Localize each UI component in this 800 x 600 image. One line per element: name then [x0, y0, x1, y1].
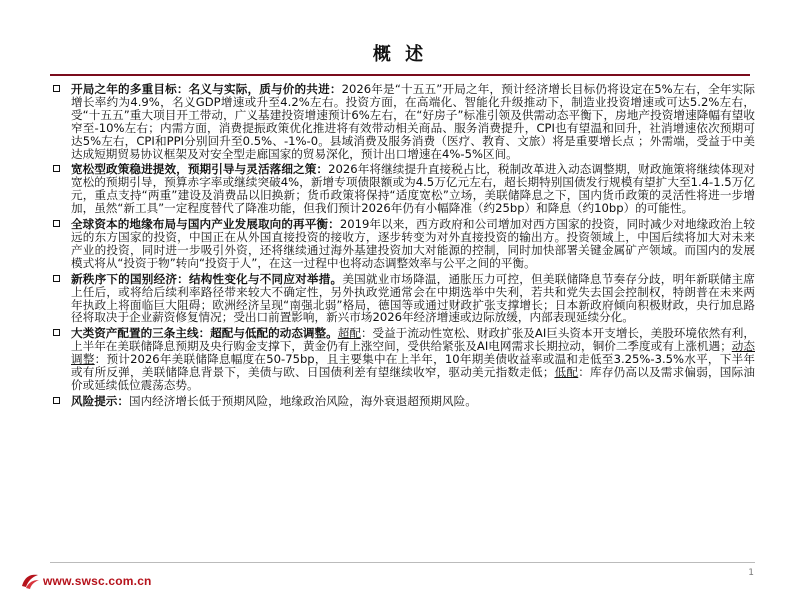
bullet-square-icon: [53, 165, 60, 172]
logo-url: www.swsc.com.cn: [43, 574, 152, 588]
title-divider: [50, 74, 750, 76]
item-body: 2026年是“十五五”开局之年，预计经济增长目标仍将设定在5%左右，全年实际增长率约为4.9%，名义GDP增速或升至4.2%左右。投资方面，在高端化、智能化升级推动下，制造业投资增速或可达5.2%左右，受“十五五”重大项目开工带动，广义基建投资增速预计6%左右，在“好房子”标准引领及供需动态平衡下，房地产投资增速降幅有望收窄至-10%左右；内需方面，消费提振政策优化推进将有效带动相关商品、服务消费提升，CPI也有望温和回升，社消增速依次预期可达5%左右，CPI和PPI分别回升至0.5%、-1%-0。县域消费及服务消费（医疗、教育、文旅）将是重要增长点 ；外需端，受益于中美达成短期贸易协议框架及对安全型走廊国家的贸易深化，预计出口增速在4%-5%区间。: [71, 82, 755, 161]
segment-overweight-label: 超配: [337, 326, 361, 341]
item-body: 2026年将继续提升直接税占比，税制改革进入动态调整期，财政施策将继续体现对宽松的预期引导，预算赤字率或继续突破4%，新增专项债限额或为4.5万亿元左右，超长期特别国债发行规模有望扩大至1.4-1.5万亿元，重点支持“两重”建设及消费品以旧换新；货币政策将保持“适度宽松”立场，美联储降息之下，国内货币政策的灵活性将进一步增加，虽然“新工具”一定程度替代了降准功能，但我们预计2026年仍有小幅降准（约25bp）和降息（约10bp）的可能性。: [71, 162, 755, 216]
segment-underweight-text: ：库存仍高以及需求偏弱，国际油价或延续低位震荡态势。: [71, 365, 755, 392]
summary-item: [52, 395, 755, 408]
item-heading: 新秩序下的国别经济：结构性变化与不同应对举措。: [71, 271, 343, 286]
item-heading: 宽松型政策稳进提效，预期引导与灵活落细之策：: [71, 162, 329, 177]
page-title: 概 述: [372, 44, 428, 65]
bullet-square-icon: [53, 275, 60, 282]
summary-item: [52, 163, 755, 215]
summary-item: [52, 218, 755, 270]
summary-item: [52, 83, 755, 160]
bullet-square-icon: [53, 397, 60, 404]
item-heading: 全球资本的地缘布局与国内产业发展取向的再平衡：: [71, 217, 340, 232]
item-heading: 开局之年的多重目标：名义与实际，质与价的共进：: [71, 82, 342, 96]
footer-logo: [20, 572, 152, 590]
item-body: 美国就业市场降温，通胀压力可控，但美联储降息节奏存分歧，明年新联储主席上任后，或将给后续利率路径带来较大不确定性，另外执政党通常会在中期选举中失利，若共和党失去国会控制权，特朗普在未来两年执政上将面临巨大阻碍；欧洲经济呈现“南强北弱”格局，德国等或通过财政扩张支撑增长；日本新政府倾向积极财政，央行加息路径将取决于企业薪资修复情况；受出口前置影响，新兴市场2026年经济增速或边际放缓，内部表现延续分化。: [71, 271, 755, 325]
item-body: 国内经济增长低于预期风险，地缘政治风险，海外衰退超预期风险。: [128, 393, 477, 408]
footer-divider: [50, 562, 755, 563]
item-body: 2019年以来，西方政府和公司增加对西方国家的投资，同时减少对地缘政治上较远的东方国家的投资，中国正在从外国直接投资的接收方，逐步转变为对外直接投资的输出方。投资领域上，中国后续将加大对未来产业的投资，同时进一步吸引外资，还将继续通过海外基建投资加大对能源的控制，同时加快部署关键金属矿产领域。而国内的发展模式将从“投资于物”转向“投资于人”，在这一过程中也将动态调整效率与公平之间的平衡。: [71, 217, 755, 270]
segment-overweight-text: ：受益于流动性宽松、财政扩张及AI巨头资本开支增长，美股环境依然有利，上半年在美联储降息预期及央行购金支撑下，黄金仍有上涨空间，受供给紧张及AI电网需求长期拉动，铜价二季度或有上涨机遇；: [71, 326, 755, 354]
summary-item: [52, 273, 755, 325]
segment-dynamic-label: 动态调整: [71, 339, 755, 367]
summary-content: [52, 83, 755, 411]
page-number: 1: [748, 568, 754, 578]
item-heading: 大类资产配置的三条主线：超配与低配的动态调整。: [71, 326, 338, 341]
segment-dynamic-text: ：预计2026年美联储降息幅度在50-75bp，且主要集中在上半年，10年期美债收益率或温和走低至3.25%-3.5%水平，下半年或有所反弹，美联储降息背景下，美债与欧、日国债利差有望继续收窄，驱动美元指数走低；: [71, 352, 755, 380]
segment-underweight-label: 低配: [554, 365, 579, 380]
bullet-square-icon: [53, 329, 60, 336]
bullet-square-icon: [53, 220, 60, 227]
item-heading: 风险提示：: [71, 393, 129, 408]
summary-item: [52, 327, 755, 392]
company-logo-icon: [20, 572, 40, 590]
bullet-square-icon: [53, 85, 60, 92]
